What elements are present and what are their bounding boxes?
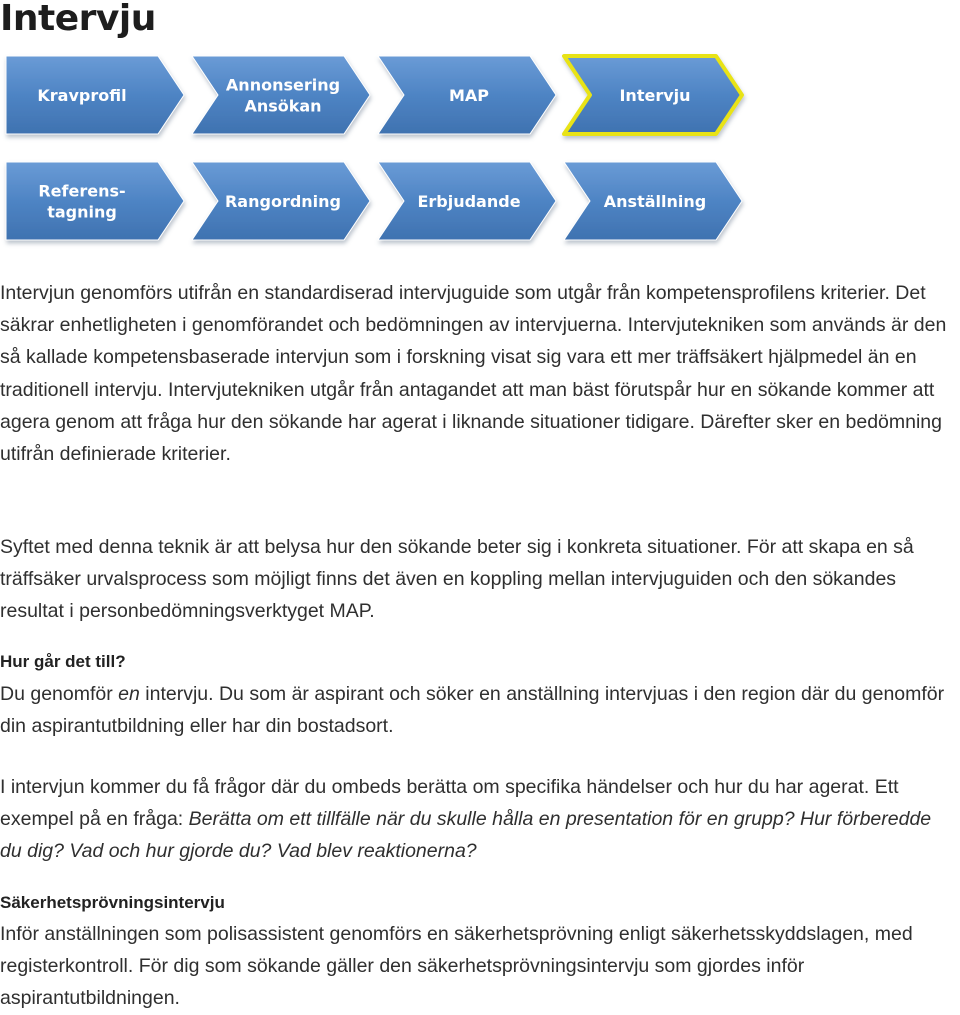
chevron-label: Erbjudande [417,192,521,211]
questions-text: I intervjun kommer du få frågor där du ombeds berätta om specifika händelser och hur du har agerat. Ett exempel på en fråga: [0,776,899,831]
security-paragraph: Inför anställningen som polisassistent genomförs en säkerhetsprövning enligt säkerhetsskyddslagen, med registerkontroll. För dig som sökande gäller den säkerhetsprövningsintervju som gjordes inför aspirantutbildningen. [0,923,913,1010]
how-text-b: intervju. Du som är aspirant och söker en anställning intervjuas i den region där du genomför din aspirantutbildning eller har din bostadsort. [0,683,945,738]
interview-questions-paragraph [0,771,958,868]
how-text-em: en [118,683,140,705]
chevron-step-annonsering-ansökan [192,56,370,134]
chevron-label: MAP [448,86,490,105]
chevron-label: Rangordning [224,192,342,211]
chevron-label: Intervju [619,86,691,105]
page-title: Intervju [0,0,156,39]
how-text-a: Du genomför [0,683,119,705]
process-chevron-diagram [0,50,960,250]
chevron-label: Kravprofil [37,86,127,105]
section-heading-security: Säkerhetsprövningsintervju [0,893,225,912]
chevron-step-referens--tagning [6,162,184,240]
chevron-label: Referens-tagning [38,181,126,222]
chevron-label: Anställning [603,192,707,211]
how-paragraph [0,678,958,742]
purpose-paragraph: Syftet med denna teknik är att belysa hur den sökande beter sig i konkreta situationer. För att skapa en så träffsäker urvalsprocess som möjligt finns det även en koppling mellan intervjuguiden och den sökandes resultat i personbedömningsverktyget MAP. [0,536,914,623]
example-question: Berätta om ett tillfälle när du skulle hålla en presentation för en grupp? Hur förberedde du dig? Vad och hur gjorde du? Vad blev reaktionerna? [0,808,932,863]
section-heading-how: Hur går det till? [0,652,126,671]
intro-paragraph: Intervjun genomförs utifrån en standardiserad intervjuguide som utgår från kompetensprofilens kriterier. Det säkrar enhetligheten i genomförandet och bedömningen av intervjuerna. Intervjutekniken som används är den så kallade kompetensbaserade intervjun som i forskning visat sig vara ett mer träffsäkert hjälpmedel än en traditionell intervju. Intervjutekniken utgår från antagandet att man bäst förutspår hur en sökande kommer att agera genom att fråga hur den sökande har agerat i liknande situationer tidigare. Därefter sker en bedömning utifrån definierade kriterier. [0,282,947,466]
chevron-label: Annonsering Ansökan [225,75,341,116]
